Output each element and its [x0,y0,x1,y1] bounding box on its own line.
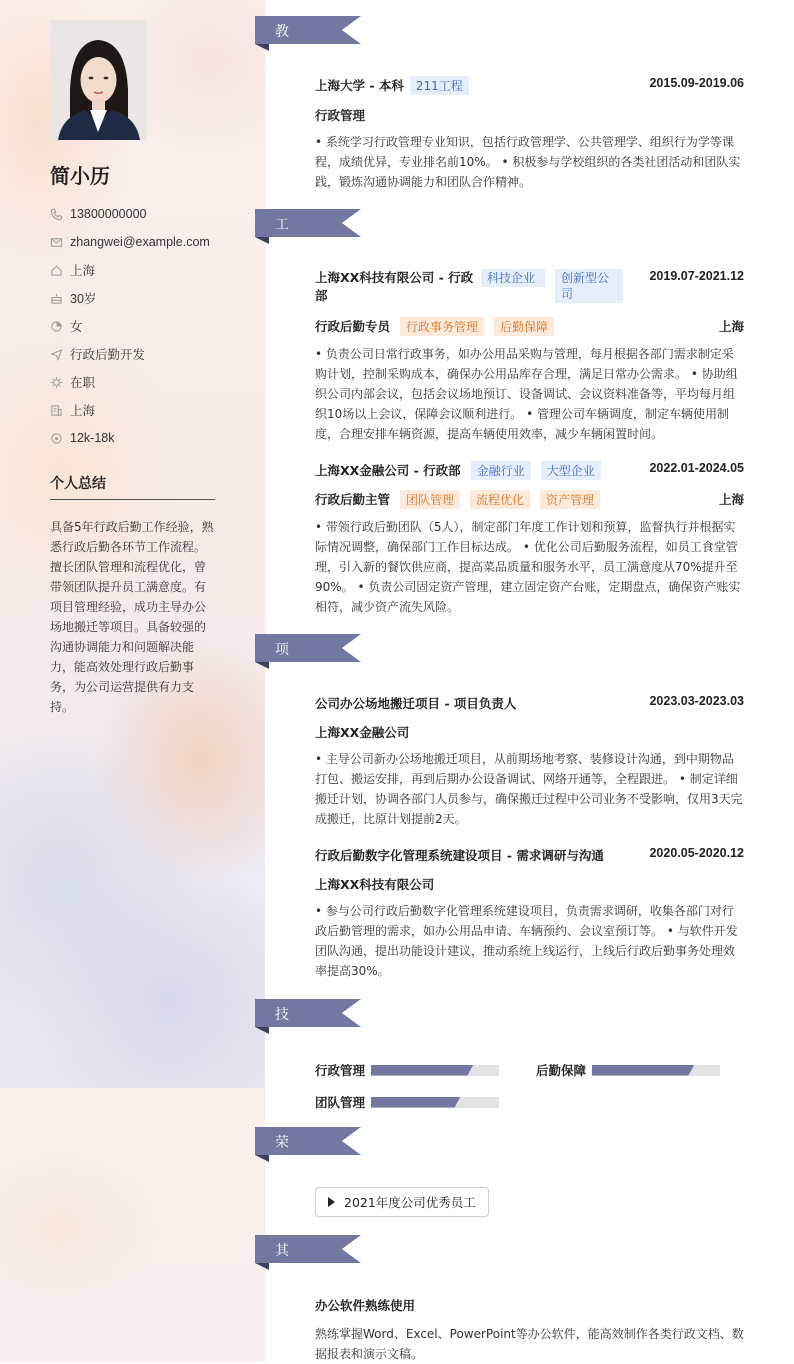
sidebar [0,0,265,1362]
award-text: 2021年度公司优秀员工 [344,1195,476,1210]
home-icon [50,264,63,277]
role-tag: 资产管理 [540,490,600,509]
candidate-name: 简小历 [50,164,110,188]
section-title: 荣誉奖项 [275,1135,290,1211]
email-text: zhangwei@example.com [70,235,210,249]
section-banner [255,1235,361,1263]
banner-fold [255,44,269,51]
skill-level-fill [371,1065,473,1076]
work-city: 上海 [718,492,744,507]
section-banner [255,999,361,1027]
skill-bar [592,1065,720,1076]
banner-fold [255,1263,269,1270]
work-date: 2022.01-2024.05 [649,461,744,475]
project-date: 2023.03-2023.03 [649,694,744,708]
skill-name: 团队管理 [315,1095,366,1110]
project-org: 上海XX科技有限公司 [315,877,435,892]
project-entry [315,846,744,981]
work-entry [315,461,744,617]
project-date: 2020.05-2020.12 [649,846,744,860]
company-tag: 科技企业 [481,269,545,287]
company-tag: 金融行业 [471,461,531,480]
send-icon [50,348,63,361]
play-triangle-icon [328,1197,335,1207]
info-gender [50,312,210,340]
section-banner [255,209,361,237]
section-title: 技能专长 [275,1007,290,1083]
role-title: 行政后勤主管 [315,492,391,507]
contact-info [50,200,210,452]
section-banner [255,1127,361,1155]
other-desc: 熟练掌握Word、Excel、PowerPoint等办公软件，能高效制作各类行政文档、数据报表和演示文稿。 [315,1327,744,1361]
role-tag: 流程优化 [470,490,530,509]
award-item [315,1187,489,1217]
info-salary [50,424,210,452]
skill-bar [371,1065,499,1076]
info-status [50,368,210,396]
project-desc: • 参与公司行政后勤数字化管理系统建设项目，负责需求调研，收集各部门对行政后勤管理的需求，如办公用品申请、车辆预约、会议室预订等。 • 与软件开发团队沟通，提出功能设计建议，推动系统上线运行，上线后行政后勤事务处理效率提高30%。 [315,904,738,978]
skill-name: 行政管理 [315,1063,366,1078]
salary-text: 12k-18k [70,431,115,445]
section-title: 项目经历 [275,642,290,718]
avatar [50,20,147,140]
education-entry [315,76,744,192]
section-banner [255,634,361,662]
work-desc: • 带领行政后勤团队（5人），制定部门年度工作计划和预算，监督执行并根据实际情况调整，确保部门工作目标达成。 • 优化公司后勤服务流程，如员工食堂管理，引入新的餐饮供应商，提高菜品质量和服务水平，员工满意度从70%提升至90%。 • 负责公司固定资产管理，建立固定资产台账，定期盘点，确保资产账实相符，减少资产流失风险。 [315,520,741,614]
project-title: 行政后勤数字化管理系统建设项目 - 需求调研与沟通 [315,848,604,863]
info-intention [50,340,210,368]
salary-icon [50,432,63,445]
cake-icon [50,292,63,305]
info-location [50,256,210,284]
age-text: 30岁 [70,292,97,306]
location-text: 上海 [70,264,96,278]
sidebar-background [0,1088,265,1362]
work-city: 上海 [718,319,744,334]
role-title: 行政后勤专员 [315,319,391,334]
banner-fold [255,1027,269,1034]
section-title: 其他信息 [275,1243,290,1319]
phone-icon [50,208,63,221]
info-email [50,228,210,256]
work-date: 2019.07-2021.12 [649,269,744,283]
skill-level-fill [371,1097,461,1108]
other-entry [315,1296,744,1364]
status-icon [50,376,63,389]
major: 行政管理 [315,108,366,123]
project-desc: • 主导公司新办公场地搬迁项目，从前期场地考察、装修设计沟通，到中期物品打包、搬运安排，再到后期办公设备调试、网络开通等，全程跟进。 • 制定详细搬迁计划，协调各部门人员参与，确保搬迁过程中公司业务不受影响，仅用3天完成搬迁，比原计划提前2天。 [315,752,743,826]
skill-item [536,1061,720,1079]
company-tag: 创新型公司 [555,269,623,303]
summary-title: 个人总结 [50,476,106,492]
summary-divider [50,499,215,500]
city-text: 上海 [70,404,96,418]
company-name: 上海XX金融公司 - 行政部 [315,463,461,478]
gender-text: 女 [70,320,83,334]
info-age [50,284,210,312]
section-title: 教育经历 [275,24,290,100]
project-title: 公司办公场地搬迁项目 - 项目负责人 [315,696,517,711]
project-org: 上海XX金融公司 [315,725,410,740]
work-entry [315,269,744,444]
gender-icon [50,320,63,333]
info-phone [50,200,210,228]
company-name: 上海XX科技有限公司 - 行政部 [315,270,474,303]
role-tag: 后勤保障 [494,317,554,336]
skill-item [315,1061,499,1079]
banner-fold [255,237,269,244]
info-city [50,396,210,424]
skill-bar [371,1097,499,1108]
intention-text: 行政后勤开发 [70,348,146,362]
mail-icon [50,236,63,249]
role-tag: 团队管理 [400,490,460,509]
banner-fold [255,1155,269,1162]
role-tag: 行政事务管理 [400,317,484,336]
work-desc: • 负责公司日常行政事务，如办公用品采购与管理，每月根据各部门需求制定采购计划，控制采购成本，确保办公用品库存合理，满足日常办公需求。 • 协助组织公司内部会议，包括会议场地预订、设备调试、会议资料准备等，平均每月组织10场以上会议，保障会议顺利进行。 • 管理公司车辆调度，制定车辆使用制度，合理安排车辆资源，提高车辆使用效率，减少车辆闲置时间。 [315,347,738,441]
project-entry [315,694,744,829]
banner-fold [255,662,269,669]
company-tag: 大型企业 [541,461,601,480]
section-banner [255,16,361,44]
phone-text: 13800000000 [70,207,147,221]
school-name: 上海大学 - 本科 [315,78,404,93]
skill-name: 后勤保障 [536,1063,587,1078]
building-icon [50,404,63,417]
status-text: 在职 [70,376,96,390]
section-title: 工作经历 [275,217,290,293]
education-desc: • 系统学习行政管理专业知识，包括行政管理学、公共管理学、组织行为学等课程，成绩优异，专业排名前10%。 • 积极参与学校组织的各类社团活动和团队实践，锻炼沟通协调能力和团队合作精神。 [315,135,741,189]
education-date: 2015.09-2019.06 [649,76,744,90]
skill-level-fill [592,1065,694,1076]
other-title: 办公软件熟练使用 [315,1298,416,1313]
skill-item [315,1093,499,1111]
summary-text: 具备5年行政后勤工作经验，熟悉行政后勤各环节工作流程。擅长团队管理和流程优化，曾带领团队提升员工满意度。有项目管理经验，成功主导办公场地搬迁等项目。具备较强的沟通协调能力和问题解决能力，能高效处理行政后勤事务，为公司运营提供有力支持。 [50,520,214,714]
education-tag: 211工程 [410,76,469,95]
